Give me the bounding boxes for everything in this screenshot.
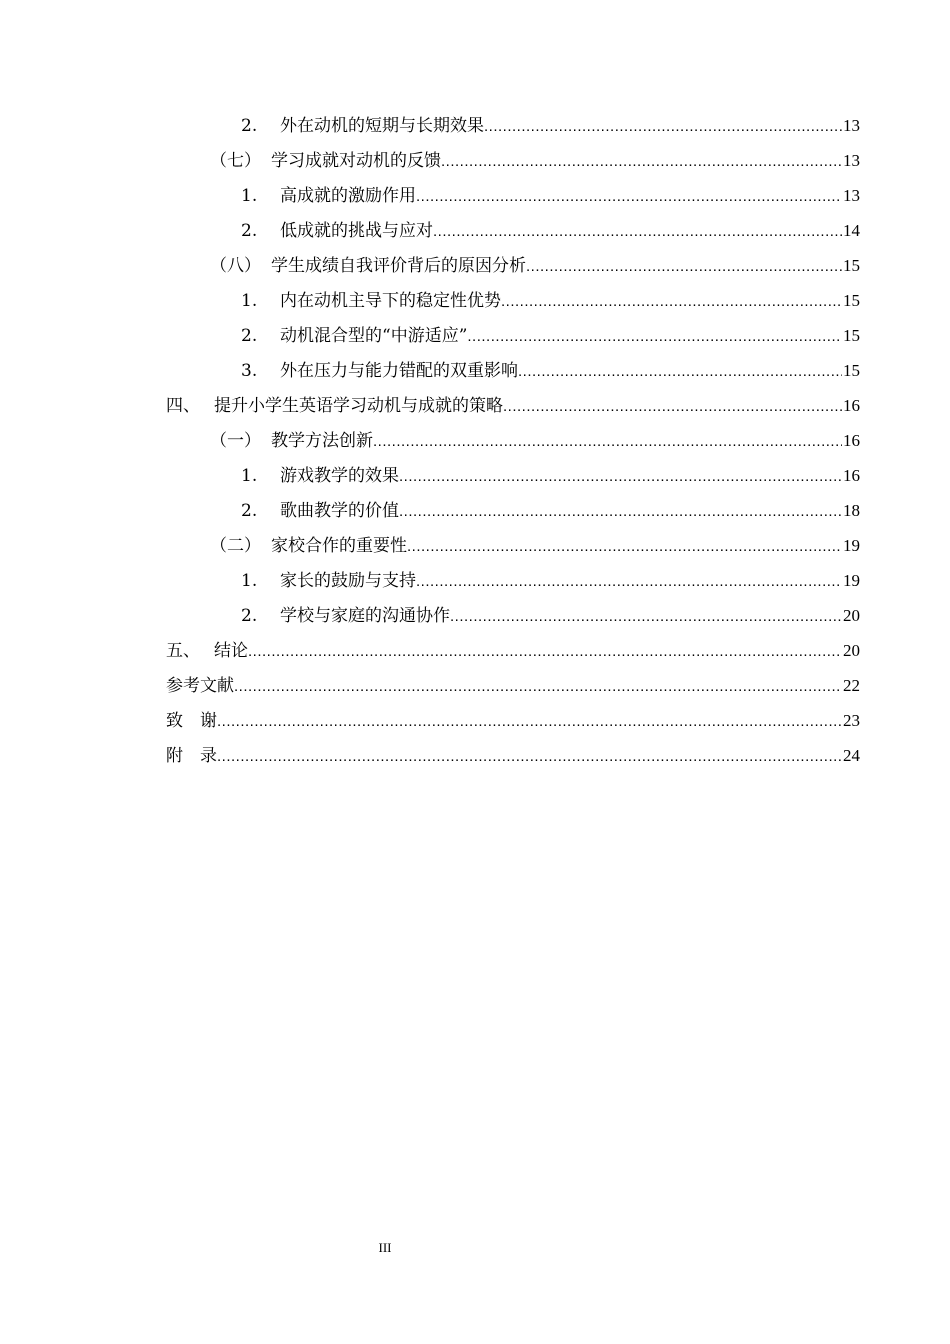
toc-entry-title: 教学方法创新: [271, 431, 373, 451]
toc-entry-title: 参考文献: [166, 676, 234, 696]
toc-entry-page-number: 15: [843, 291, 860, 310]
toc-entry-title: 学习成就对动机的反馈: [271, 151, 441, 171]
toc-entry[interactable]: [166, 563, 860, 598]
toc-entry-title: 低成就的挑战与应对: [280, 221, 433, 241]
page-number-footer: III: [378, 1240, 392, 1255]
toc-entry[interactable]: [166, 598, 860, 633]
dot-leader: [407, 529, 842, 564]
toc-entry-number: 1.: [241, 291, 258, 311]
toc-entry-title: 结论: [214, 641, 248, 661]
toc-entry-page-number: 14: [843, 221, 860, 240]
toc-entry[interactable]: [166, 213, 860, 248]
toc-entry-title: 歌曲教学的价值: [280, 501, 399, 521]
toc-entry-page-number: 16: [843, 396, 860, 415]
toc-entry-page-number: 15: [843, 256, 860, 275]
dot-leader: [234, 669, 842, 704]
dot-leader: [373, 424, 842, 459]
toc-entry-title: 学校与家庭的沟通协作: [280, 606, 450, 626]
dot-leader: [484, 109, 842, 144]
dot-leader: [518, 354, 842, 389]
toc-entry-page-number: 16: [843, 431, 860, 450]
dot-leader: [433, 214, 842, 249]
toc-entry-number: 1.: [241, 186, 258, 206]
toc-entry[interactable]: [166, 353, 860, 388]
dot-leader: [441, 144, 842, 179]
toc-entry-page-number: 15: [843, 326, 860, 345]
toc-entry-number: （一）: [210, 431, 261, 451]
toc-entry[interactable]: [166, 668, 860, 703]
toc-entry[interactable]: [166, 318, 860, 353]
toc-entry-page-number: 23: [843, 711, 860, 730]
dot-leader: [399, 459, 842, 494]
toc-entry[interactable]: [166, 738, 860, 773]
toc-entry[interactable]: [166, 248, 860, 283]
toc-entry[interactable]: [166, 703, 860, 738]
toc-entry-page-number: 22: [843, 676, 860, 695]
toc-entry-number: 2.: [241, 501, 258, 521]
toc-entry[interactable]: [166, 178, 860, 213]
toc-entry-title: 提升小学生英语学习动机与成就的策略: [214, 396, 503, 416]
dot-leader: [399, 494, 842, 529]
toc-entry[interactable]: [166, 633, 860, 668]
toc-entry-page-number: 16: [843, 466, 860, 485]
dot-leader: [467, 319, 842, 354]
toc-entry-page-number: 20: [843, 641, 860, 660]
toc-entry-number: 2.: [241, 326, 258, 346]
toc-entry[interactable]: [166, 143, 860, 178]
toc-entry-page-number: 13: [843, 151, 860, 170]
toc-entry-title: 高成就的激励作用: [280, 186, 416, 206]
toc-entry-title: 内在动机主导下的稳定性优势: [280, 291, 501, 311]
toc-entry-title: 家校合作的重要性: [271, 536, 407, 556]
dot-leader: [416, 564, 842, 599]
dot-leader: [217, 704, 842, 739]
toc-entry-number: 四、: [166, 396, 200, 416]
toc-entry-number: 2.: [241, 221, 258, 241]
toc-entry-title: 学生成绩自我评价背后的原因分析: [271, 256, 526, 276]
toc-entry-page-number: 24: [843, 746, 860, 765]
toc-entry[interactable]: [166, 493, 860, 528]
toc-entry-title: 附 录: [166, 746, 217, 766]
toc-entry-number: 1.: [241, 571, 258, 591]
dot-leader: [450, 599, 842, 634]
toc-entry-page-number: 13: [843, 186, 860, 205]
toc-entry-number: （八）: [210, 256, 261, 276]
table-of-contents: [166, 108, 860, 773]
dot-leader: [416, 179, 842, 214]
toc-entry-page-number: 20: [843, 606, 860, 625]
dot-leader: [248, 634, 842, 669]
toc-entry[interactable]: [166, 458, 860, 493]
dot-leader: [526, 249, 842, 284]
toc-entry-number: （二）: [210, 536, 261, 556]
toc-entry-page-number: 18: [843, 501, 860, 520]
toc-entry-number: 3.: [241, 361, 258, 381]
toc-entry-number: 五、: [166, 641, 200, 661]
toc-entry-title: 动机混合型的“中游适应”: [280, 326, 468, 346]
dot-leader: [501, 284, 842, 319]
toc-entry[interactable]: [166, 528, 860, 563]
toc-entry-page-number: 19: [843, 571, 860, 590]
toc-entry-page-number: 15: [843, 361, 860, 380]
toc-entry-number: 2.: [241, 116, 258, 136]
toc-entry-number: 1.: [241, 466, 258, 486]
dot-leader: [503, 389, 842, 424]
toc-entry[interactable]: [166, 388, 860, 423]
toc-entry-title: 家长的鼓励与支持: [280, 571, 416, 591]
toc-entry-page-number: 13: [843, 116, 860, 135]
toc-entry-title: 游戏教学的效果: [280, 466, 399, 486]
toc-entry-title: 外在压力与能力错配的双重影响: [280, 361, 518, 381]
toc-entry-number: 2.: [241, 606, 258, 626]
toc-entry-page-number: 19: [843, 536, 860, 555]
toc-entry-number: （七）: [210, 151, 261, 171]
toc-entry[interactable]: [166, 423, 860, 458]
toc-entry-title: 外在动机的短期与长期效果: [280, 116, 484, 136]
dot-leader: [217, 739, 842, 774]
toc-entry[interactable]: [166, 283, 860, 318]
toc-entry-title: 致 谢: [166, 711, 217, 731]
toc-entry[interactable]: [166, 108, 860, 143]
